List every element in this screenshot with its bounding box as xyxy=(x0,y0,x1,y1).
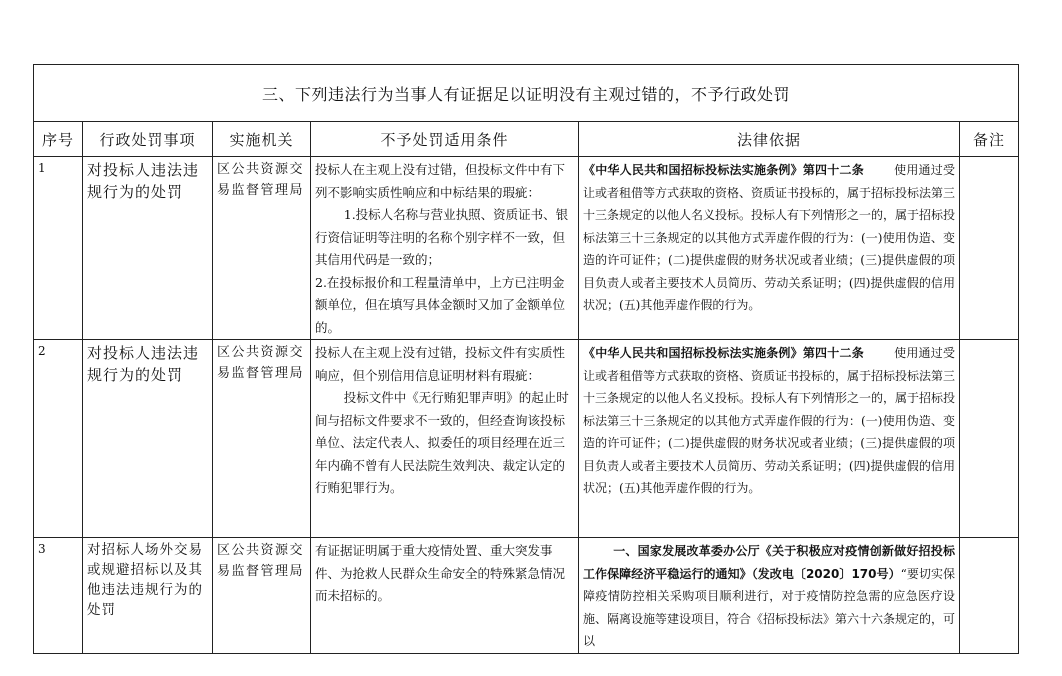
law-title: 《中华人民共和国招标投标法实施条例》第四十二条 xyxy=(583,346,864,360)
row-num: 3 xyxy=(34,538,83,654)
row-item: 对投标人违法违规行为的处罚 xyxy=(83,340,213,538)
header-note: 备注 xyxy=(960,122,1019,157)
row-item: 对投标人违法违规行为的处罚 xyxy=(83,157,213,340)
condition-intro: 投标人在主观上没有过错，但投标文件中有下列不影响实质性响应和中标结果的瑕疵： xyxy=(315,162,566,200)
row-num: 2 xyxy=(34,340,83,538)
row-num: 1 xyxy=(34,157,83,340)
condition-item: 投标文件中《无行贿犯罪声明》的起止时间与招标文件要求不一致的，但经查询该投标单位、法定代表人、拟委任的项目经理在近三年内确不曾有人民法院生效判决、裁定认定的行贿犯罪行为。 xyxy=(315,390,569,495)
law-text: 使用通过受让或者租借等方式获取的资格、资质证书投标的，属于招标投标法第三十三条规定的以他人名义投标。投标人有下列情形之一的，属于招标投标法第三十三条规定的以其他方式弄虚作假的行为：(一)使用伪造、变造的许可证件；(二)提供虚假的财务状况或者业绩；(三)提供虚假的项目负责人或者主要技术人员简历、劳动关系证明；(四)提供虚假的信用状况；(五)其他弄虚作假的行为。 xyxy=(583,346,956,495)
condition-intro: 投标人在主观上没有过错，投标文件有实质性响应，但个别信用信息证明材料有瑕疵： xyxy=(315,345,566,383)
row-note xyxy=(960,538,1019,654)
row-note xyxy=(960,340,1019,538)
row-note xyxy=(960,157,1019,340)
row-agency: 区公共资源交易监督管理局 xyxy=(213,157,311,340)
row-legal-basis xyxy=(579,157,960,340)
condition-intro: 有证据证明属于重大疫情处置、重大突发事件、为抢救人民群众生命安全的特殊紧急情况而未招标的。 xyxy=(315,543,566,603)
law-title: 一、国家发展改革委办公厅《关于积极应对疫情创新做好招投标工作保障经济平稳运行的通知》（发改电〔2020〕170号） xyxy=(583,544,955,581)
header-agency: 实施机关 xyxy=(213,122,311,157)
row-legal-basis xyxy=(579,340,960,538)
law-title: 《中华人民共和国招标投标法实施条例》第四十二条 xyxy=(583,163,864,177)
row-legal-basis xyxy=(579,538,960,654)
condition-item: 2.在投标报价和工程量清单中，上方已注明金额单位，但在填写具体金额时又加了金额单位的。 xyxy=(315,274,566,335)
header-condition: 不予处罚适用条件 xyxy=(311,122,579,157)
row-condition xyxy=(311,340,579,538)
header-num: 序号 xyxy=(34,122,83,157)
row-agency: 区公共资源交易监督管理局 xyxy=(213,340,311,538)
header-basis: 法律依据 xyxy=(579,122,960,157)
table-row xyxy=(34,157,1019,340)
header-row xyxy=(34,122,1019,157)
law-text: “要切实保障疫情防控相关采购项目顺利进行，对于疫情防控急需的应急医疗设施、隔离设施等建设项目，符合《招标投标法》第六十六条规定的，可以 xyxy=(583,566,956,648)
law-text: 使用通过受让或者租借等方式获取的资格、资质证书投标的，属于招标投标法第三十三条规定的以他人名义投标。投标人有下列情形之一的，属于招标投标法第三十三条规定的以其他方式弄虚作假的行为：(一)使用伪造、变造的许可证件；(二)提供虚假的财务状况或者业绩；(三)提供虚假的项目负责人或者主要技术人员简历、劳动关系证明；(四)提供虚假的信用状况；(五)其他弄虚作假的行为。 xyxy=(583,163,956,312)
condition-item: 1.投标人名称与营业执照、资质证书、银行资信证明等注明的名称个别字样不一致，但其信用代码是一致的； xyxy=(315,207,569,267)
row-condition xyxy=(311,157,579,340)
row-agency: 区公共资源交易监督管理局 xyxy=(213,538,311,654)
penalty-table xyxy=(33,64,1019,654)
table-title: 三、下列违法行为当事人有证据足以证明没有主观过错的，不予行政处罚 xyxy=(34,65,1019,122)
table-row xyxy=(34,340,1019,538)
row-condition xyxy=(311,538,579,654)
table-row xyxy=(34,538,1019,654)
row-item: 对招标人场外交易或规避招标以及其他违法违规行为的处罚 xyxy=(83,538,213,654)
header-item: 行政处罚事项 xyxy=(83,122,213,157)
